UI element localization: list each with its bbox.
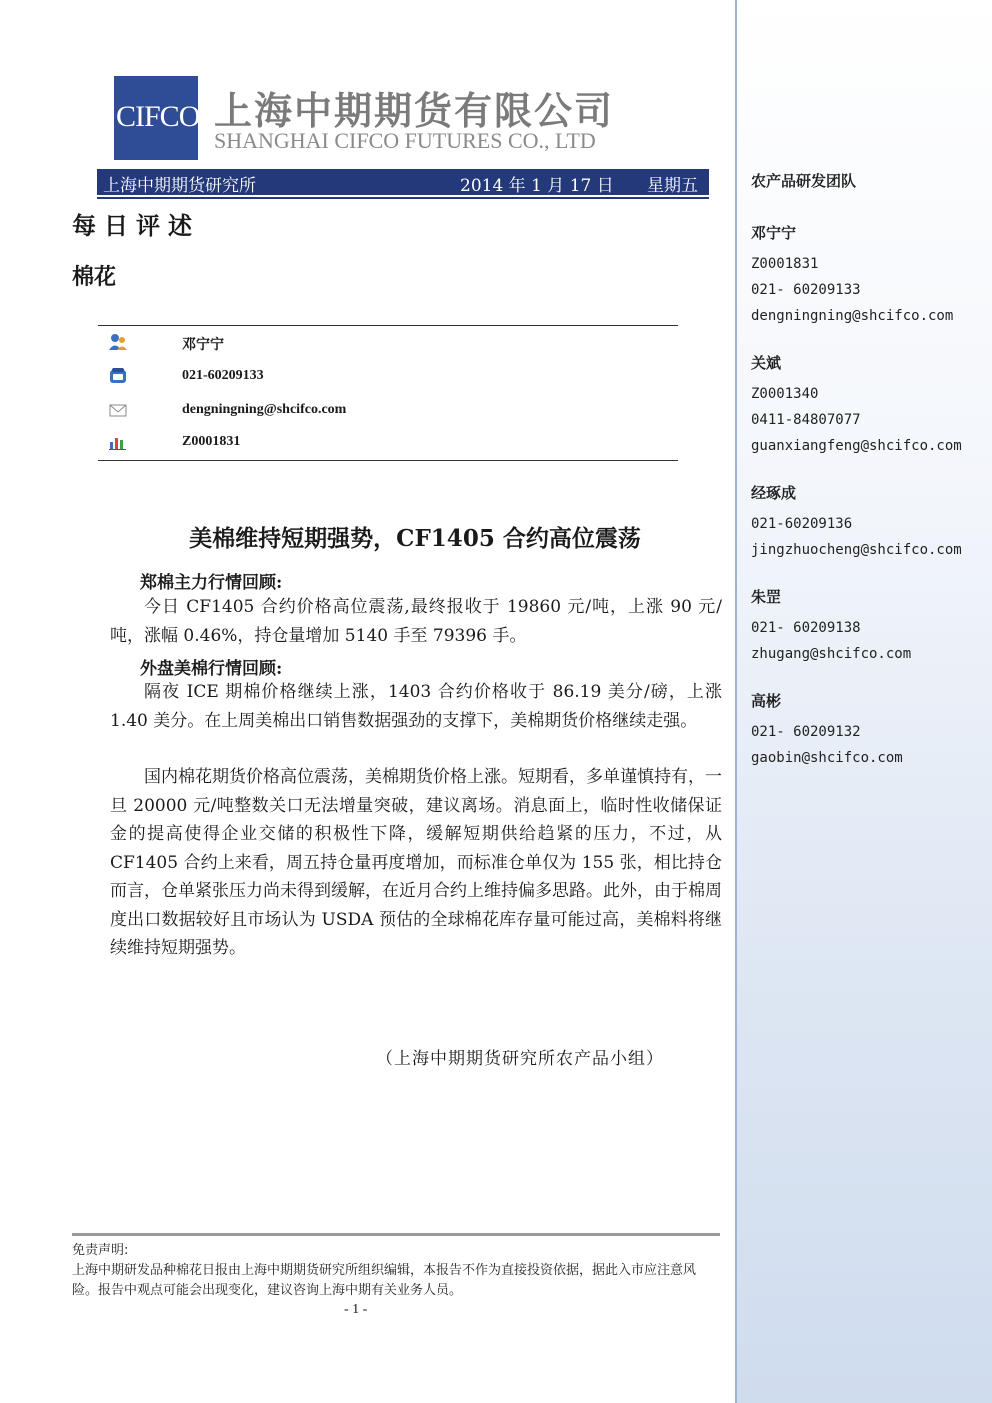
author-phone: 021-60209133 xyxy=(182,368,264,383)
contact-phone: 0411-84807077 xyxy=(751,412,861,428)
contact-email[interactable]: zhugang@shcifco.com xyxy=(751,646,912,662)
bar-chart-icon xyxy=(108,432,128,452)
contact-phone: 021- 60209133 xyxy=(751,282,861,298)
contact-card xyxy=(751,586,911,667)
company-name-en: SHANGHAI CIFCO FUTURES CO., LTD xyxy=(214,128,596,153)
contact-sidebar xyxy=(735,0,992,1403)
company-name-cn: 上海中期期货有限公司 xyxy=(214,89,615,133)
contact-license: Z0001340 xyxy=(751,386,819,402)
subheading-overseas: 外盘美棉行情回顾: xyxy=(140,659,283,679)
logo-text: CIFCO xyxy=(116,100,200,133)
article-headline: 美棉维持短期强势，CF1405 合约高位震荡 xyxy=(189,525,641,552)
contact-name: 朱罡 xyxy=(751,588,782,606)
person-icon xyxy=(108,332,128,352)
article-signoff: （上海中期期货研究所农产品小组） xyxy=(376,1049,664,1069)
contact-name: 高彬 xyxy=(751,692,782,710)
contact-card xyxy=(751,222,953,329)
paragraph-overseas: 隔夜 ICE 期棉价格继续上涨，1403 合约价格收于 86.19 美分/磅，上涨 1.40 美分。在上周美棉出口销售数据强劲的支撑下，美棉期货价格继续走强。 xyxy=(110,682,722,731)
contact-email[interactable]: dengningning@shcifco.com xyxy=(751,308,954,324)
footer-divider xyxy=(72,1233,720,1236)
institute-name: 上海中期期货研究所 xyxy=(103,176,256,196)
author-phone-row xyxy=(98,366,678,390)
disclaimer-label: 免责声明: xyxy=(72,1243,129,1258)
contact-phone: 021- 60209132 xyxy=(751,724,861,740)
sidebar-title: 农产品研发团队 xyxy=(751,172,857,190)
author-name: 邓宁宁 xyxy=(182,338,224,353)
contact-card xyxy=(751,690,903,771)
header-bar xyxy=(97,169,709,195)
disclaimer xyxy=(72,1241,720,1301)
contact-phone: 021-60209136 xyxy=(751,516,853,532)
page-number: - 1 - xyxy=(344,1302,368,1317)
author-email-row xyxy=(98,400,678,424)
author-license: Z0001831 xyxy=(182,434,241,449)
disclaimer-text: 上海中期研发品种棉花日报由上海中期期货研究所组织编辑，本报告不作为直接投资依据，据此入市应注意风险。报告中观点可能会出现变化，建议咨询上海中期有关业务人员。 xyxy=(72,1263,697,1298)
contact-email[interactable]: gaobin@shcifco.com xyxy=(751,750,903,766)
envelope-icon xyxy=(108,400,128,420)
telephone-icon xyxy=(108,366,128,386)
author-name-row xyxy=(98,332,678,356)
contact-name: 关斌 xyxy=(751,354,782,372)
paragraph-outlook: 国内棉花期货价格高位震荡，美棉期货价格上涨。短期看，多单谨慎持有，一旦 20000 元/吨整数关口无法增量突破，建议离场。消息面上，临时性收储保证金的提高使得企业交储的积极性下降，缓解短期供给趋紧的压力，不过，从 CF1405 合约上来看，周五持仓量再度增加，而标准仓单仅为 155 张，相比持仓而言，仓单紧张压力尚未得到缓解，在近月合约上维持偏多思路。此外，由于棉周度出口数据较好且市场认为 USDA 预估的全球棉花库存量可能过高，美棉料将继续维持短期强势。 xyxy=(110,767,722,958)
contact-email[interactable]: guanxiangfeng@shcifco.com xyxy=(751,438,962,454)
author-license-row xyxy=(98,432,678,456)
contact-email[interactable]: jingzhuocheng@shcifco.com xyxy=(751,542,962,558)
contact-license: Z0001831 xyxy=(751,256,819,272)
section-title: 每日评述 xyxy=(72,211,200,240)
report-weekday: 星期五 xyxy=(647,176,698,196)
paragraph-domestic: 今日 CF1405 合约价格高位震荡,最终报收于 19860 元/吨，上涨 90 元/吨，涨幅 0.46%，持仓量增加 5140 手至 79396 手。 xyxy=(110,597,722,646)
contact-card xyxy=(751,352,962,459)
report-date: 2014 年 1 月 17 日 xyxy=(460,176,614,196)
contact-card xyxy=(751,482,962,563)
commodity-title: 棉花 xyxy=(72,264,117,290)
author-email[interactable]: dengningning@shcifco.com xyxy=(182,402,347,417)
subheading-domestic: 郑棉主力行情回顾: xyxy=(140,573,283,593)
contact-name: 邓宁宁 xyxy=(751,224,797,242)
contact-name: 经琢成 xyxy=(751,484,797,502)
author-info-box xyxy=(98,325,678,461)
contact-phone: 021- 60209138 xyxy=(751,620,861,636)
